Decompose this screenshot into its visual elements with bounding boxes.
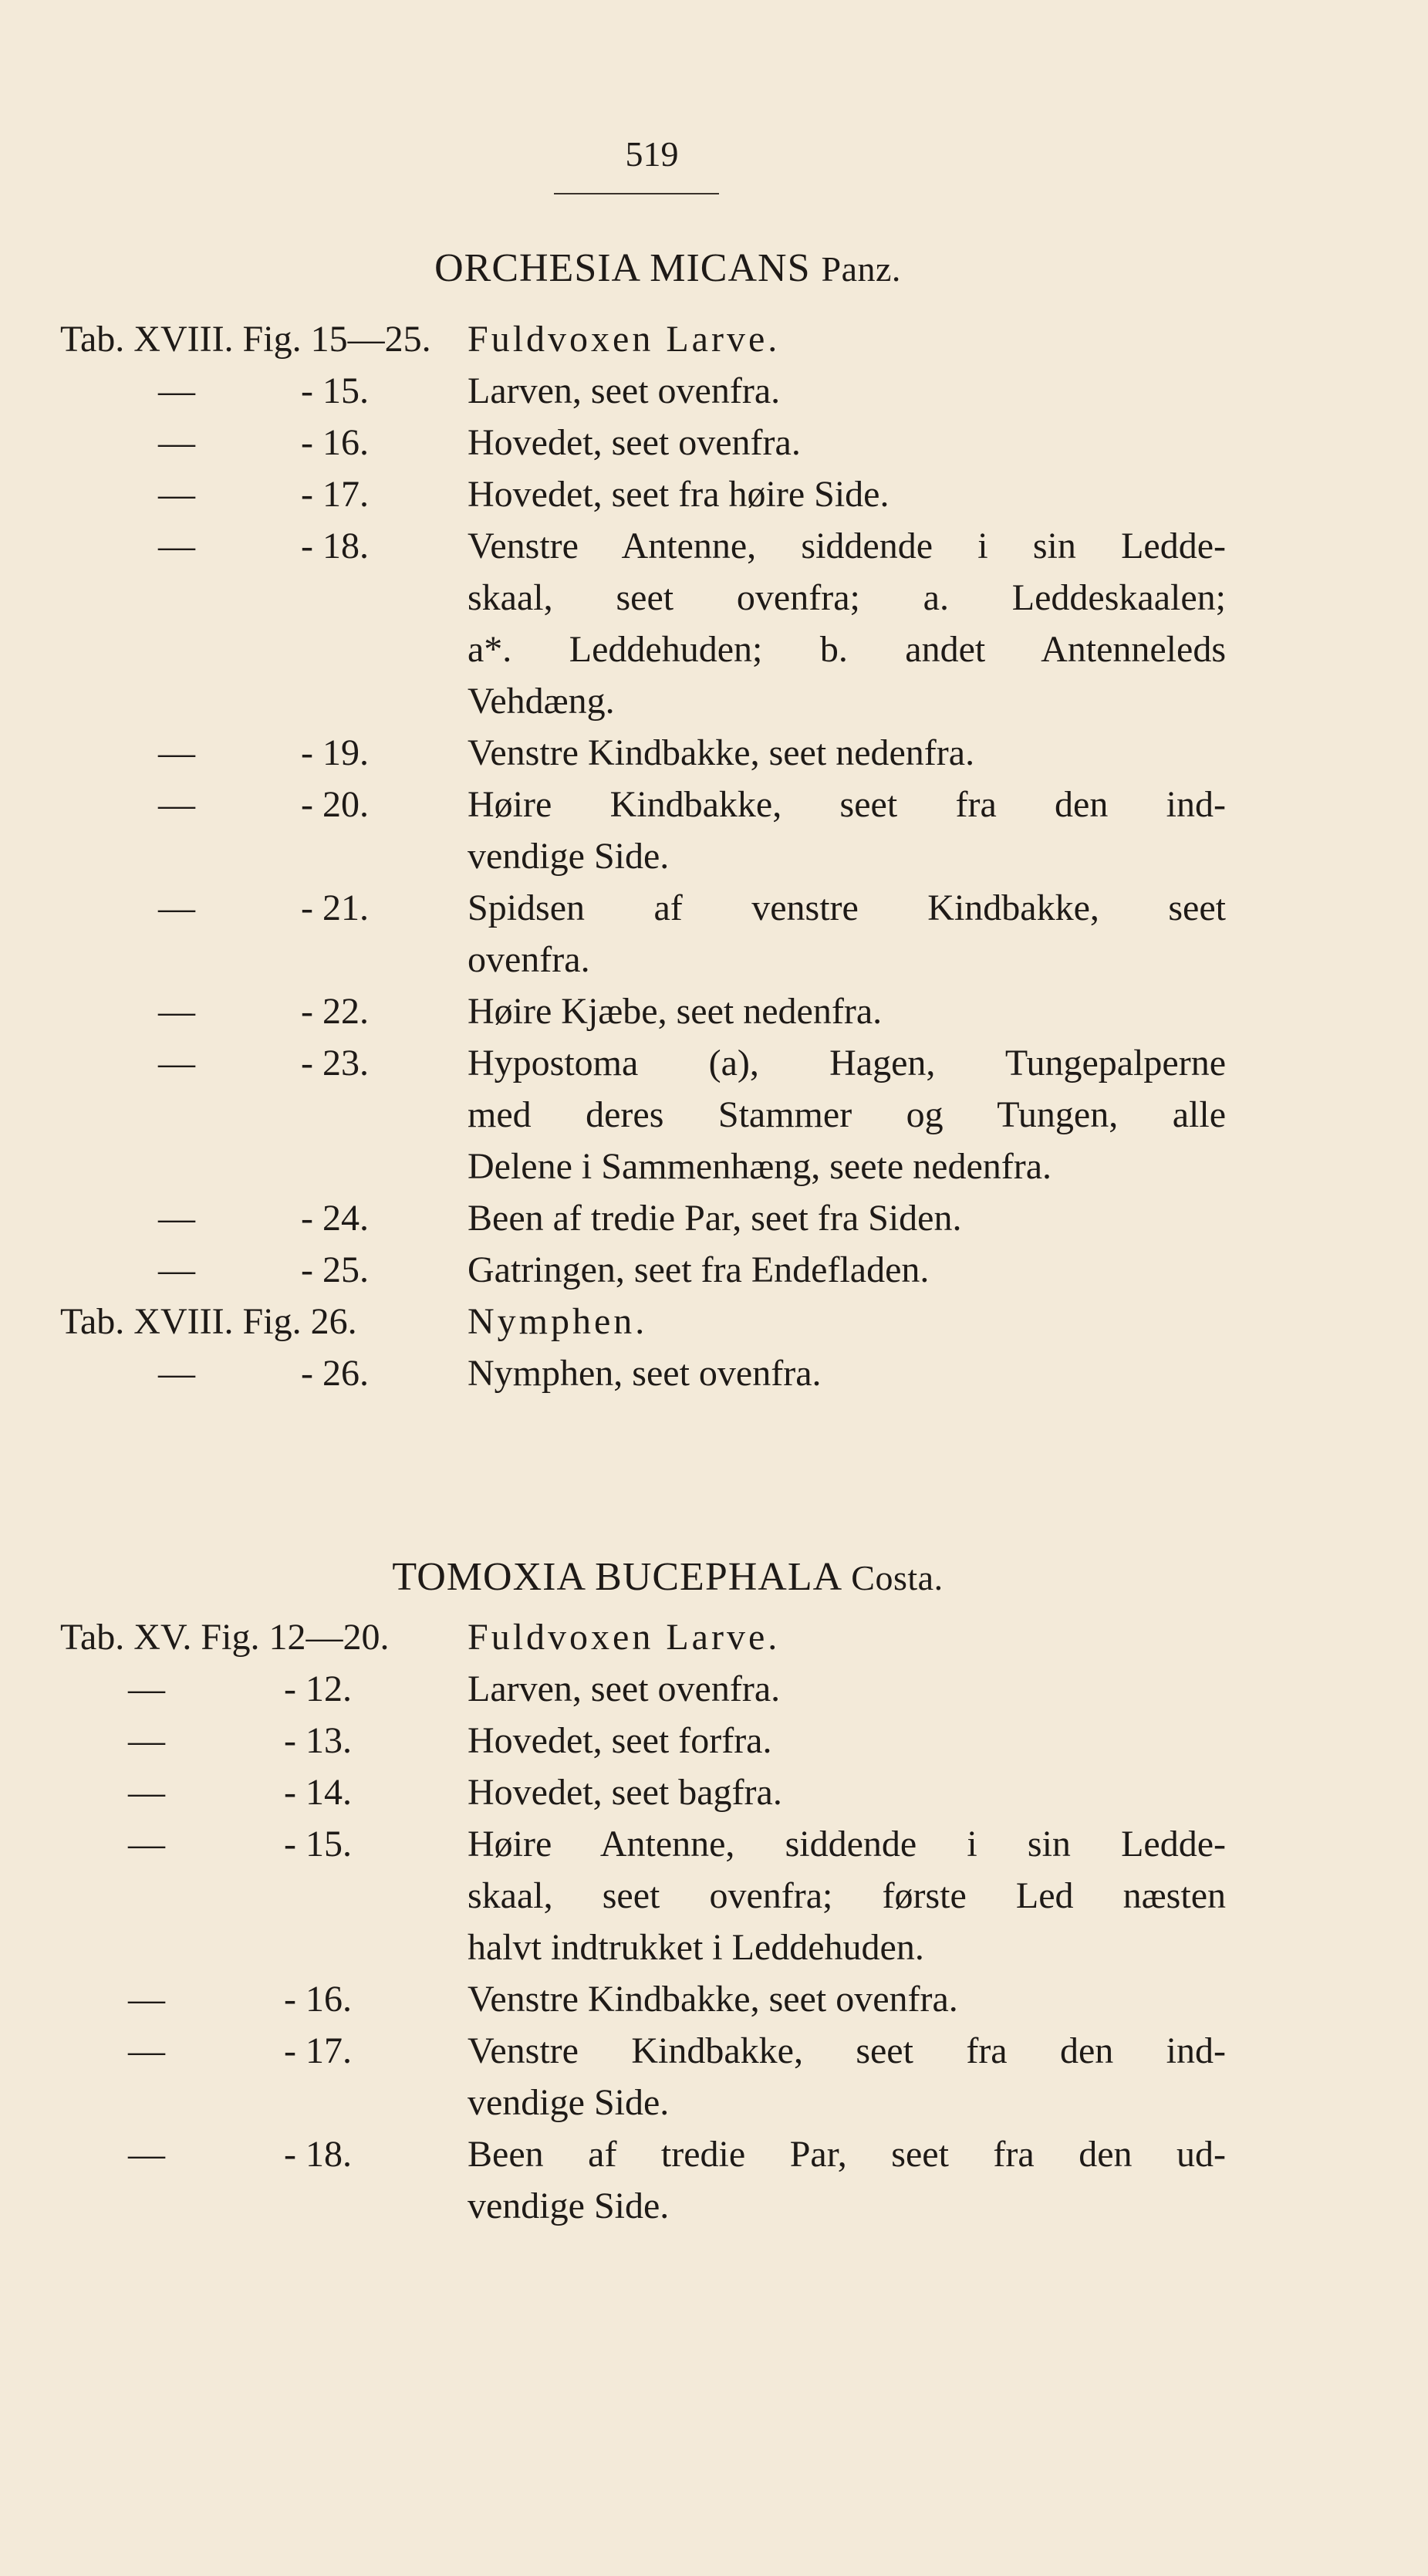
figure-entry	[0, 2128, 1428, 2180]
figure-number: - 17.	[284, 2030, 352, 2071]
plate-reference: Tab. XVIII. Fig. 26.	[60, 1301, 357, 1342]
page-number-rule	[554, 193, 719, 194]
figure-number: - 15.	[284, 1824, 352, 1864]
figure-entry-header	[0, 1611, 1428, 1663]
ditto-dash: —	[158, 732, 195, 773]
figure-description-line: Nymphen, seet ovenfra.	[468, 1353, 822, 1394]
figure-description-line: halvt indtrukket i Leddehuden.	[468, 1927, 924, 1968]
figure-number: - 16.	[284, 1979, 352, 2020]
figure-entry-continuation	[0, 2077, 1428, 2128]
figure-entry-continuation	[0, 1089, 1428, 1141]
figure-description-line: vendige Side.	[468, 836, 670, 877]
figure-number: - 21.	[301, 887, 369, 928]
figure-entry	[0, 2025, 1428, 2077]
ditto-dash: —	[128, 1668, 165, 1709]
section-title-orchesia	[0, 244, 1428, 294]
figure-number: - 13.	[284, 1720, 352, 1761]
ditto-dash: —	[158, 887, 195, 928]
figure-description-line: Hovedet, seet fra høire Side.	[468, 474, 890, 515]
plate-reference: Tab. XVIII. Fig. 15—25.	[60, 319, 431, 360]
figure-description-line: skaal, seet ovenfra; a. Leddeskaalen;	[468, 577, 1226, 618]
figure-entry	[0, 1973, 1428, 2025]
figure-entry-continuation	[0, 675, 1428, 727]
ditto-dash: —	[158, 991, 195, 1032]
ditto-dash: —	[158, 370, 195, 411]
figure-entry-continuation	[0, 2180, 1428, 2232]
figure-entry-continuation	[0, 1141, 1428, 1192]
figure-entry	[0, 1818, 1428, 1870]
figure-description: Fuldvoxen Larve.	[468, 1617, 781, 1658]
ditto-dash: —	[158, 474, 195, 515]
figure-description-line: med deres Stammer og Tungen, alle	[468, 1094, 1226, 1135]
figure-description-line: ovenfra.	[468, 939, 590, 980]
figure-description-line: Vehdæng.	[468, 681, 615, 722]
ditto-dash: —	[158, 1043, 195, 1083]
species-author: Panz.	[821, 249, 901, 289]
figure-description-line: Gatringen, seet fra Endefladen.	[468, 1249, 930, 1290]
ditto-dash: —	[128, 1824, 165, 1864]
figure-description-line: Venstre Antenne, siddende i sin Ledde-	[468, 526, 1226, 566]
section-title-tomoxia	[0, 1553, 1428, 1603]
figure-description-line: Been af tredie Par, seet fra Siden.	[468, 1198, 962, 1239]
figure-entry-continuation	[0, 934, 1428, 985]
figure-description-line: vendige Side.	[468, 2186, 670, 2226]
figure-entry	[0, 1192, 1428, 1244]
figure-entry	[0, 468, 1428, 520]
ditto-dash: —	[128, 2134, 165, 2175]
figure-entry-continuation	[0, 572, 1428, 624]
figure-number: - 15.	[301, 370, 369, 411]
figure-description-line: Spidsen af venstre Kindbakke, seet	[468, 887, 1226, 928]
figure-number: - 18.	[301, 526, 369, 566]
figure-number: - 26.	[301, 1353, 369, 1394]
figure-number: - 12.	[284, 1668, 352, 1709]
species-name: TOMOXIA BUCEPHALA	[392, 1555, 841, 1599]
figure-entry	[0, 417, 1428, 468]
figure-entry-continuation	[0, 1922, 1428, 1973]
figure-entry	[0, 1663, 1428, 1715]
ditto-dash: —	[128, 1772, 165, 1813]
figure-description-line: Hovedet, seet ovenfra.	[468, 422, 801, 463]
figure-number: - 22.	[301, 991, 369, 1032]
figure-number: - 14.	[284, 1772, 352, 1813]
figure-description-line: Larven, seet ovenfra.	[468, 1668, 781, 1709]
figure-number: - 19.	[301, 732, 369, 773]
figure-number: - 24.	[301, 1198, 369, 1239]
ditto-dash: —	[158, 526, 195, 566]
figure-entry	[0, 779, 1428, 830]
figure-number: - 20.	[301, 784, 369, 825]
ditto-dash: —	[158, 784, 195, 825]
figure-description-line: vendige Side.	[468, 2082, 670, 2123]
figure-description-line: Venstre Kindbakke, seet ovenfra.	[468, 1979, 958, 2020]
figure-number: - 25.	[301, 1249, 369, 1290]
figure-description: Nymphen.	[468, 1301, 648, 1342]
ditto-dash: —	[128, 1979, 165, 2020]
figure-description-line: Larven, seet ovenfra.	[468, 370, 781, 411]
figure-entry	[0, 727, 1428, 779]
figure-entry	[0, 365, 1428, 417]
figure-entry-header	[0, 1296, 1428, 1347]
figure-description-line: Venstre Kindbakke, seet fra den ind-	[468, 2030, 1226, 2071]
species-author: Costa.	[851, 1558, 944, 1597]
figure-description-line: Delene i Sammenhæng, seete nedenfra.	[468, 1146, 1052, 1187]
figure-description-line: Høire Kindbakke, seet fra den ind-	[468, 784, 1226, 825]
page-number: 519	[625, 134, 679, 174]
figure-description-line: skaal, seet ovenfra; første Led næsten	[468, 1875, 1226, 1916]
figure-entry	[0, 1244, 1428, 1296]
figure-description-line: Hovedet, seet forfra.	[468, 1720, 772, 1761]
ditto-dash: —	[158, 1198, 195, 1239]
figure-description-line: a*. Leddehuden; b. andet Antenneleds	[468, 629, 1226, 670]
figure-entry-continuation	[0, 830, 1428, 882]
figure-description: Fuldvoxen Larve.	[468, 319, 781, 360]
figure-entry	[0, 985, 1428, 1037]
figure-description-line: Venstre Kindbakke, seet nedenfra.	[468, 732, 975, 773]
figure-entry	[0, 1347, 1428, 1399]
figure-description-line: Høire Antenne, siddende i sin Ledde-	[468, 1824, 1226, 1864]
figure-description-line: Hovedet, seet bagfra.	[468, 1772, 782, 1813]
plate-reference: Tab. XV. Fig. 12—20.	[60, 1617, 390, 1658]
figure-number: - 18.	[284, 2134, 352, 2175]
figure-number: - 17.	[301, 474, 369, 515]
species-name: ORCHESIA MICANS	[434, 246, 811, 290]
ditto-dash: —	[128, 2030, 165, 2071]
figure-number: - 16.	[301, 422, 369, 463]
figure-entry-continuation	[0, 624, 1428, 675]
figure-entry-continuation	[0, 1870, 1428, 1922]
ditto-dash: —	[158, 422, 195, 463]
figure-entry	[0, 1037, 1428, 1089]
figure-entry	[0, 520, 1428, 572]
figure-entry-header	[0, 313, 1428, 365]
figure-number: - 23.	[301, 1043, 369, 1083]
ditto-dash: —	[158, 1353, 195, 1394]
figure-entry	[0, 1715, 1428, 1766]
figure-description-line: Been af tredie Par, seet fra den ud-	[468, 2134, 1226, 2175]
figure-description-line: Høire Kjæbe, seet nedenfra.	[468, 991, 883, 1032]
figure-description-line: Hypostoma (a), Hagen, Tungepalperne	[468, 1043, 1226, 1083]
figure-list-tomoxia	[0, 1611, 1428, 2232]
figure-entry	[0, 882, 1428, 934]
figure-entry	[0, 1766, 1428, 1818]
figure-list-orchesia	[0, 313, 1428, 1399]
ditto-dash: —	[128, 1720, 165, 1761]
ditto-dash: —	[158, 1249, 195, 1290]
